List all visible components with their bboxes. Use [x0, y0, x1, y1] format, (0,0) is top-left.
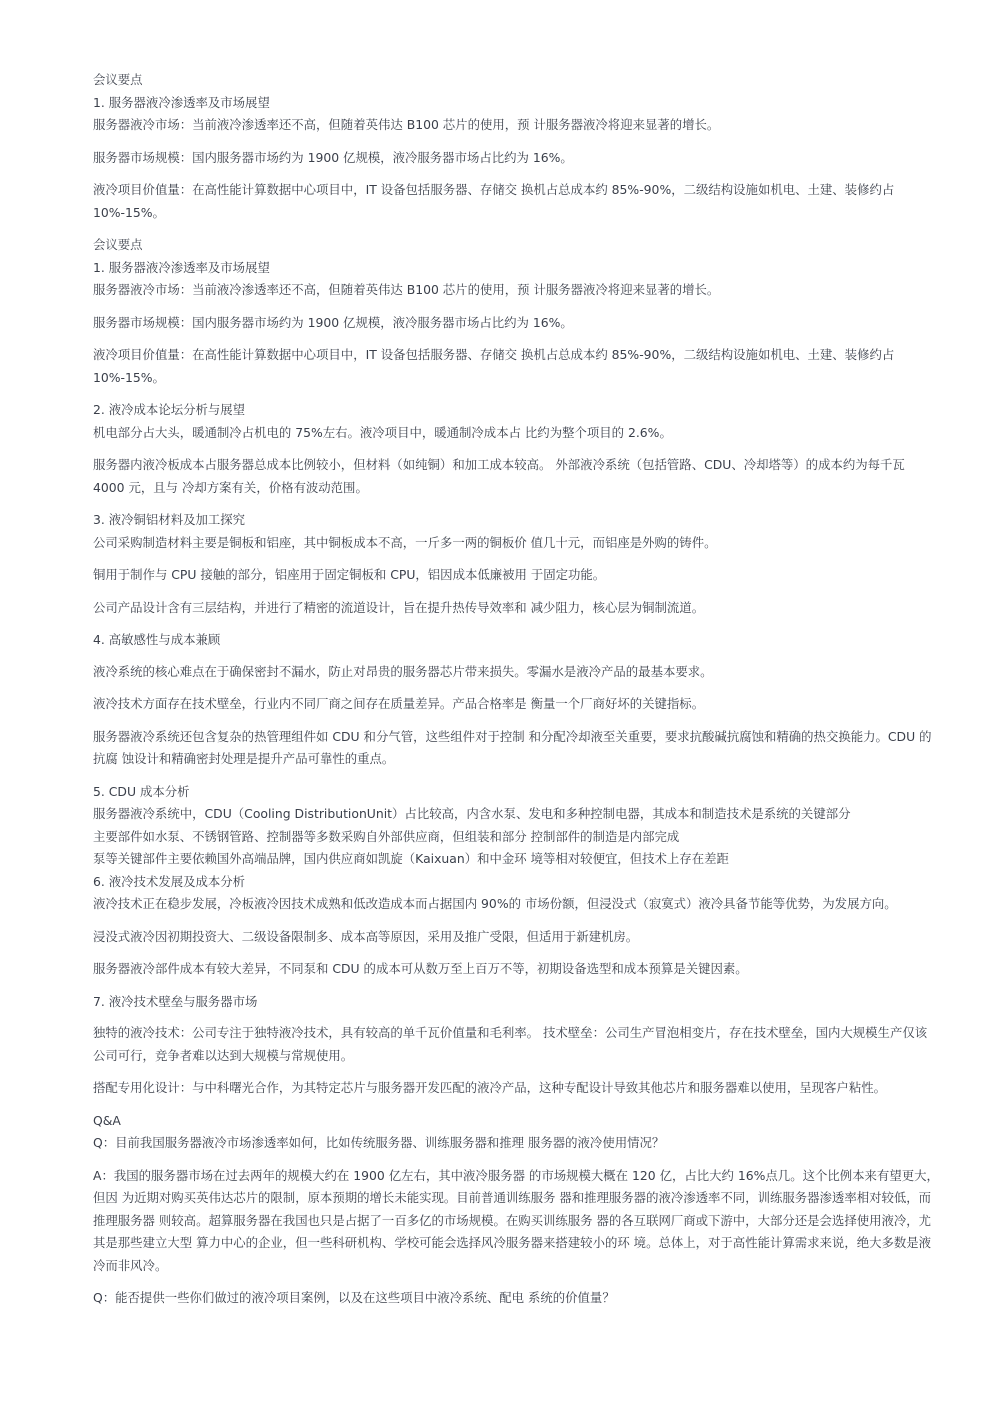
subheading: 6. 液冷技术发展及成本分析 — [93, 873, 246, 889]
paragraph: 浸没式液冷因初期投资大、二级设备限制多、成本高等原因，采用及推广受限，但适用于新建机房。 — [93, 928, 639, 944]
subheading: 5. CDU 成本分析 — [93, 783, 190, 799]
question: Q：能否提供一些你们做过的液冷项目案例，以及在这些项目中液冷系统、配电 系统的价值量？ — [93, 1290, 615, 1305]
paragraph: 独特的液冷技术：公司专注于独特液冷技术，具有较高的单千瓦价值量和毛利率。 技术壁垒：公司生产冒泡相变片，存在技术壁垒，国内大规模生产仅该公司可行，竞争者难以达到大规模与常规使用。 — [93, 1025, 928, 1063]
paragraph: 服务器液冷市场：当前液冷渗透率还不高，但随着英伟达 B100 芯片的使用，预 计服务器液冷将迎来显著的增长。 — [93, 117, 720, 132]
paragraph: 铜用于制作与 CPU 接触的部分，铝座用于固定铜板和 CPU，铝因成本低廉被用 于固定功能。 — [93, 567, 606, 582]
list-item: 服务器液冷系统中，CDU（Cooling DistributionUnit）占比较高，内含水泵、发电和多种控制电器，其成本和制造技术是系统的关键部分 — [93, 806, 851, 821]
subheading: 1. 服务器液冷渗透率及市场展望 — [93, 259, 270, 275]
qa-title: Q&A — [93, 1112, 121, 1128]
section-title: 会议要点 — [93, 72, 143, 87]
paragraph: 液冷项目价值量：在高性能计算数据中心项目中，IT 设备包括服务器、存储交 换机占总成本约 85%-90%，二级结构设施如机电、土建、装修约占 10%-15%。 — [93, 347, 895, 385]
paragraph: 液冷技术方面存在技术壁垒，行业内不同厂商之间存在质量差异。产品合格率是 衡量一个厂商好坏的关键指标。 — [93, 696, 705, 711]
subheading: 2. 液冷成本论坛分析与展望 — [93, 402, 246, 417]
paragraph: 服务器市场规模：国内服务器市场约为 1900 亿规模，液冷服务器市场占比约为 16%。 — [93, 149, 573, 165]
answer: A：我国的服务器市场在过去两年的规模大约在 1900 亿左右，其中液冷服务器 的市场规模大概在 120 亿，占比大约 16%点几。这个比例本来有望更大，但因 为近期对购买英伟达芯片的限制，原本预期的增长未能实现。目前普通训练服务 器和推理服务器的液冷渗透率不同，训练服务器渗透率相对较低，而推理服务器 则较高。超算服务器在我国也只是占据了一百多亿的市场规模。在购买训练服务 器的各互联网厂商或下游中，大部分还是会选择使用液冷，尤其是那些建立大型 算力中心的企业，但一些科研机构、学校可能会选择风冷服务器来搭建较小的环 境。总体上，对于高性能计算需求来说，绝大多数是液冷而非风冷。 — [93, 1167, 939, 1273]
list-item: 泵等关键部件主要依赖国外高端品牌，国内供应商如凯旋（Kaixuan）和中金环 境等相对较便宜，但技术上存在差距 — [93, 851, 729, 866]
document-body — [93, 69, 939, 1310]
question: Q：目前我国服务器液冷市场渗透率如何，比如传统服务器、训练服务器和推理 服务器的液冷使用情况？ — [93, 1135, 665, 1150]
section-title: 会议要点 — [93, 237, 143, 252]
paragraph: 机电部分占大头，暖通制冷占机电的 75%左右。液冷项目中，暖通制冷成本占 比约为整个项目的 2.6%。 — [93, 424, 672, 440]
paragraph: 公司产品设计含有三层结构，并进行了精密的流道设计，旨在提升热传导效率和 减少阻力，核心层为铜制流道。 — [93, 599, 705, 615]
subheading: 4. 高敏感性与成本兼顾 — [93, 632, 221, 647]
subheading: 1. 服务器液冷渗透率及市场展望 — [93, 94, 270, 110]
paragraph: 服务器液冷市场：当前液冷渗透率还不高，但随着英伟达 B100 芯片的使用，预 计服务器液冷将迎来显著的增长。 — [93, 282, 720, 297]
subheading: 7. 液冷技术壁垒与服务器市场 — [93, 993, 258, 1009]
paragraph: 液冷系统的核心难点在于确保密封不漏水，防止对昂贵的服务器芯片带来损失。零漏水是液冷产品的最基本要求。 — [93, 663, 713, 679]
paragraph: 服务器液冷部件成本有较大差异，不同泵和 CDU 的成本可从数万至上百万不等，初期设备选型和成本预算是关键因素。 — [93, 961, 748, 976]
paragraph: 公司采购制造材料主要是铜板和铝座，其中铜板成本不高，一斤多一两的铜板价 值几十元，而铝座是外购的铸件。 — [93, 534, 717, 550]
paragraph: 服务器市场规模：国内服务器市场约为 1900 亿规模，液冷服务器市场占比约为 16%。 — [93, 314, 573, 330]
paragraph: 搭配专用化设计：与中科曙光合作，为其特定芯片与服务器开发匹配的液冷产品，这种专配设计导致其他芯片和服务器难以使用，呈现客户粘性。 — [93, 1080, 886, 1095]
paragraph: 服务器液冷系统还包含复杂的热管理组件如 CDU 和分气管，这些组件对于控制 和分配冷却液至关重要，要求抗酸碱抗腐蚀和精确的热交换能力。CDU 的抗腐 蚀设计和精确密封处理是提升产品可靠性的重点。 — [93, 728, 932, 766]
paragraph: 液冷技术正在稳步发展，冷板液冷因技术成熟和低改造成本而占据国内 90%的 市场份额，但浸没式（寂寞式）液冷具备节能等优势，为发展方向。 — [93, 896, 897, 911]
paragraph: 液冷项目价值量：在高性能计算数据中心项目中，IT 设备包括服务器、存储交 换机占总成本约 85%-90%，二级结构设施如机电、土建、装修约占 10%-15%。 — [93, 182, 895, 220]
paragraph: 服务器内液冷板成本占服务器总成本比例较小，但材料（如纯铜）和加工成本较高。 外部液冷系统（包括管路、CDU、冷却塔等）的成本约为每千瓦 4000 元，且与 冷却方案有关，价格有波动范围。 — [93, 457, 905, 495]
subheading: 3. 液冷铜铝材料及加工探究 — [93, 512, 246, 527]
list-item: 主要部件如水泵、不锈钢管路、控制器等多数采购自外部供应商，但组装和部分 控制部件的制造是内部完成 — [93, 828, 680, 844]
